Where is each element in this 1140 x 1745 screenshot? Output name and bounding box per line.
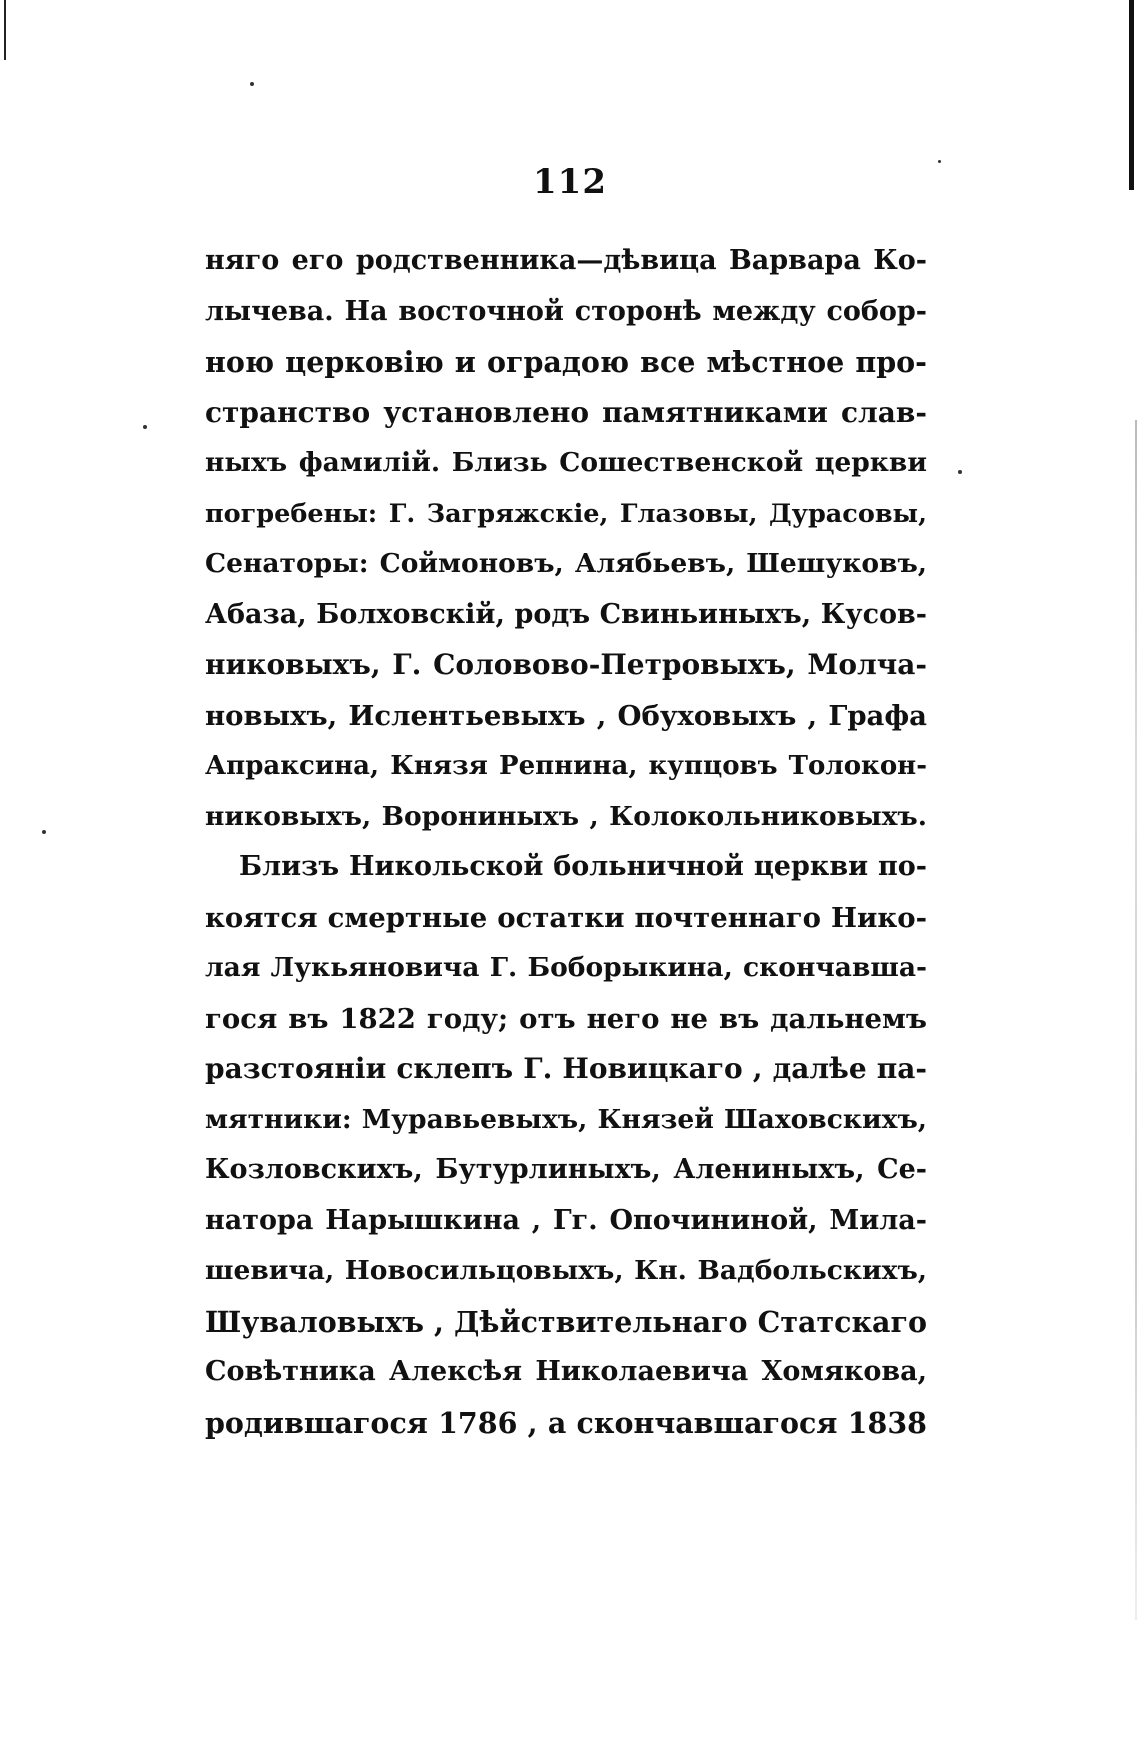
text-line: гося въ 1822 году; отъ него не въ дальнемъ	[205, 1002, 927, 1035]
scan-speck	[42, 830, 46, 834]
text-line: шевича, Новосильцовыхъ, Кн. Вадбольскихъ,	[205, 1255, 927, 1286]
text-line: лычева. На восточной сторонѣ между собор-	[205, 295, 927, 327]
scan-edge-left	[4, 0, 6, 60]
paragraph-start-line: Близъ Никольской больничной церкви по-	[239, 851, 927, 882]
text-line: странство установлено памятниками слав-	[205, 395, 927, 429]
body-text	[205, 236, 927, 1448]
scan-speck	[143, 425, 147, 429]
text-line: никовыхъ, Г. Соловово-Петровыхъ, Молча-	[205, 648, 927, 681]
text-line: лая Лукьяновича Г. Боборыкина, скончавша-	[205, 952, 927, 983]
text-line: Абаза, Болховскій, родъ Свиньиныхъ, Кусов-	[205, 598, 927, 630]
text-line: мятники: Муравьевыхъ, Князей Шаховскихъ,	[205, 1103, 927, 1135]
text-line: новыхъ, Ислентьевыхъ , Обуховыхъ , Графа	[205, 699, 927, 732]
scan-edge-right-shadow	[1135, 420, 1137, 1620]
text-line: Апраксина, Князя Репнина, купцовъ Толокон-	[205, 751, 927, 781]
text-line: коятся смертные остатки почтеннаго Нико-	[205, 901, 927, 934]
text-line: ною церковію и оградою все мѣстное про-	[205, 345, 927, 379]
text-line: погребены: Г. Загряжскіе, Глазовы, Дурасовы,	[205, 498, 927, 529]
text-line: Шуваловыхъ , Дѣйствительнаго Статскаго	[205, 1304, 927, 1339]
text-line: разстояніи склепъ Г. Новицкаго , далѣе па-	[205, 1052, 927, 1085]
text-line: Козловскихъ, Бутурлиныхъ, Алениныхъ, Се-	[205, 1154, 927, 1185]
text-line: натора Нарышкина , Гг. Опочининой, Мила-	[205, 1204, 927, 1236]
text-line: ныхъ фамилій. Близь Сошественской церкви	[205, 447, 927, 478]
text-line: родившагося 1786 , а скончавшагося 1838	[205, 1405, 927, 1440]
text-line: никовыхъ, Ворониныхъ , Колокольниковыхъ.	[205, 800, 927, 832]
text-line: Совѣтника Алексѣя Николаевича Хомякова,	[205, 1356, 927, 1387]
scan-speck	[250, 82, 254, 86]
page-number: 112	[533, 162, 607, 202]
text-line: нягo его родственника—дѣвица Варвара Ко-	[205, 245, 927, 276]
text-line: Сенаторы: Соймоновъ, Алябьевъ, Шешуковъ,	[205, 548, 927, 579]
scan-speck	[958, 470, 962, 474]
